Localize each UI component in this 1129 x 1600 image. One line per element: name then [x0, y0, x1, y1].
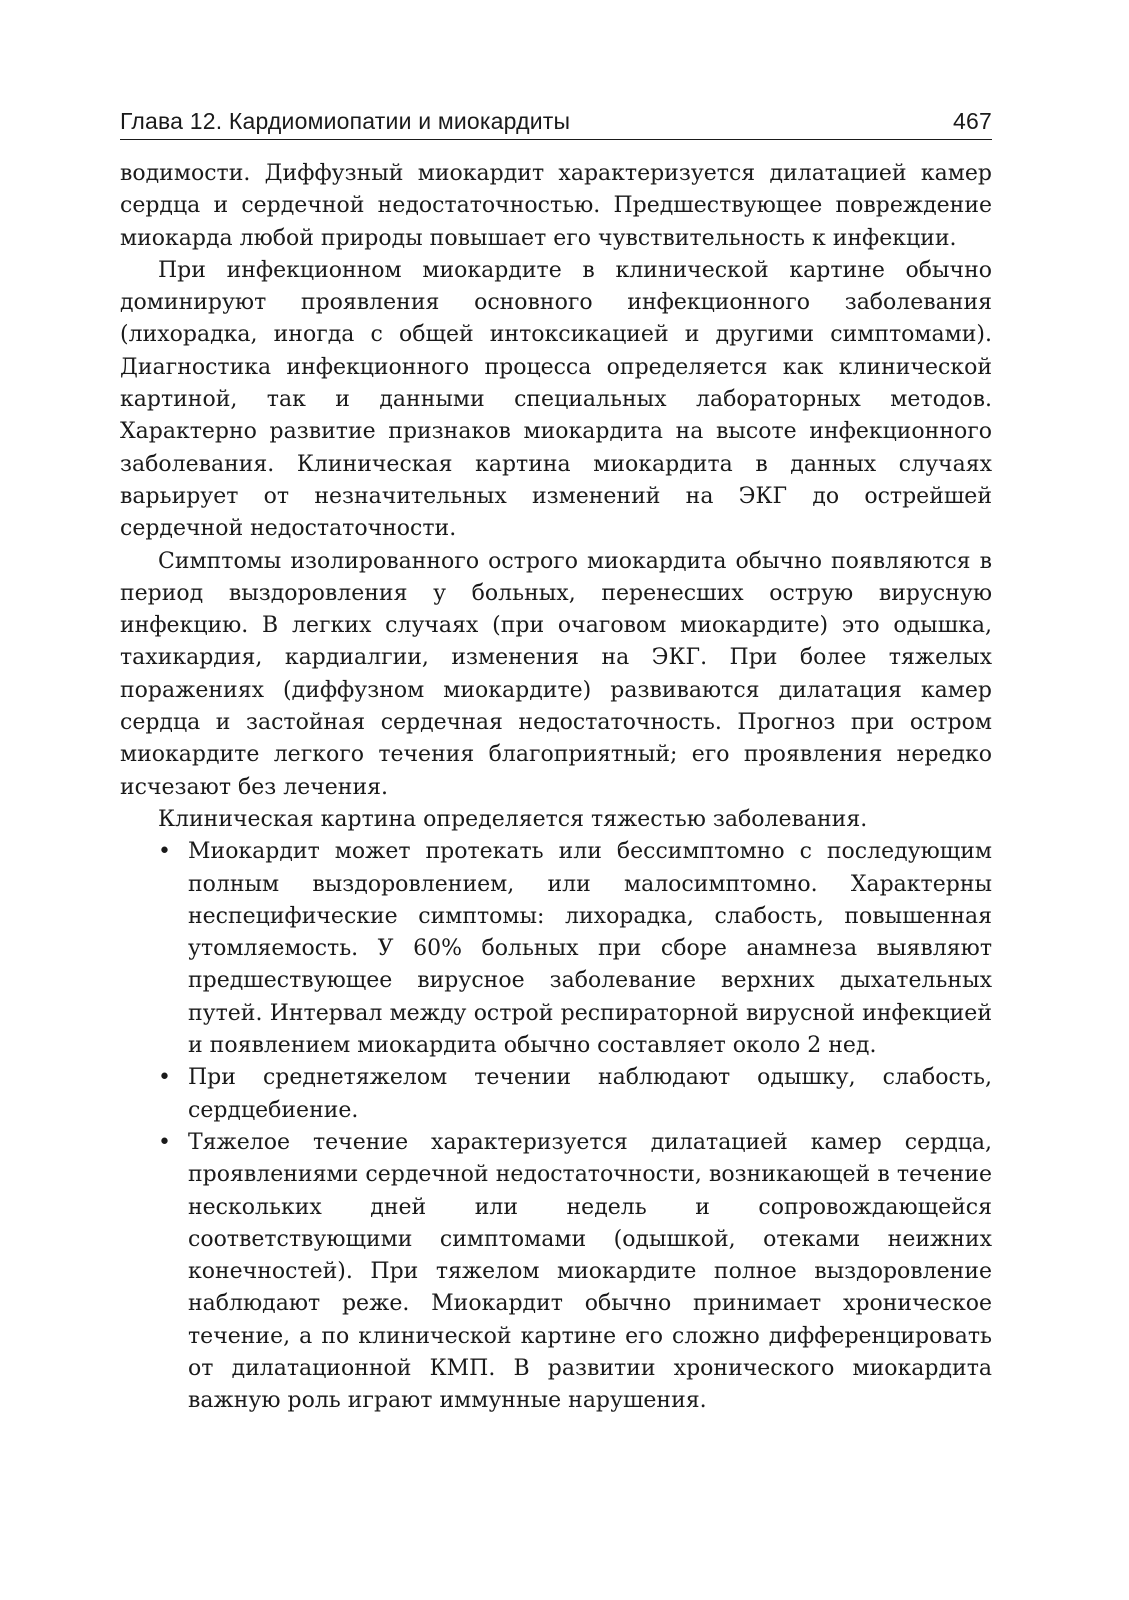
bullet-marker: •	[158, 1129, 171, 1155]
paragraph-infectious-myocarditis: При инфекционном миокардите в клинической картине обычно доминируют проявления основного инфекционного заболевания (лихорадка, иногда с общей интоксикацией и другими симптомами). Диагностика инфекционного процесса определяется как клинической картиной, так и данными специальных лабораторных методов. Характерно развитие признаков миокардита на высоте инфекционного заболевания. Клиническая картина миокардита в данных случаях варьирует от незначительных изменений на ЭКГ до острейшей сердечной недостаточности.	[120, 257, 992, 542]
paragraph-continuation: водимости. Диффузный миокардит характеризуется дилатацией камер сердца и сердечной недостаточностью. Предшествующее повреждение миокарда любой природы повышает его чувствительность к инфекции.	[120, 161, 992, 251]
bullet-marker: •	[158, 839, 171, 865]
running-head	[120, 108, 992, 140]
chapter-title: Глава 12. Кардиомиопатии и миокардиты	[120, 108, 571, 134]
page-number: 467	[953, 108, 992, 134]
severity-bullet-list	[120, 836, 992, 1417]
body-text	[120, 158, 992, 1418]
bullet-item	[120, 1062, 992, 1127]
paragraph-clinical-picture: Клиническая картина определяется тяжестью заболевания.	[158, 806, 868, 832]
bullet-text: Тяжелое течение характеризуется дилатацией камер сердца, проявлениями сердечной недостаточности, возникающей в течение нескольких дней или недель и сопровождающейся соответствующими симптомами (одышкой, отеками неижних конечностей). При тяжелом миокардите полное выздоровление наблюдают реже. Миокардит обычно принимает хроническое течение, а по клинической картине его сложно дифференцировать от дилатационной КМП. В развитии хронического миокардита важную роль играют иммунные нарушения.	[188, 1129, 992, 1414]
bullet-item	[120, 836, 992, 1062]
book-page	[120, 108, 992, 1418]
bullet-text: Миокардит может протекать или бессимптомно с последующим полным выздоровлением, или малосимптомно. Характерны неспецифические симптомы: лихорадка, слабость, повышенная утомляемость. У 60% больных при сборе анамнеза выявляют предшествующее вирусное заболевание верхних дыхательных путей. Интервал между острой респираторной вирусной инфекцией и появлением миокардита обычно составляет около 2 нед.	[188, 839, 992, 1059]
bullet-marker: •	[158, 1065, 171, 1091]
bullet-text: При среднетяжелом течении наблюдают одышку, слабость, сердцебиение.	[188, 1065, 992, 1123]
bullet-item	[120, 1127, 992, 1418]
paragraph-isolated-acute-myocarditis: Симптомы изолированного острого миокардита обычно появляются в период выздоровления у больных, перенесших острую вирусную инфекцию. В легких случаях (при очаговом миокардите) это одышка, тахикардия, кардиалгии, изменения на ЭКГ. При более тяжелых поражениях (диффузном миокардите) развиваются дилатация камер сердца и застойная сердечная недостаточность. Прогноз при остром миокардите легкого течения благоприятный; его проявления нередко исчезают без лечения.	[120, 548, 992, 800]
